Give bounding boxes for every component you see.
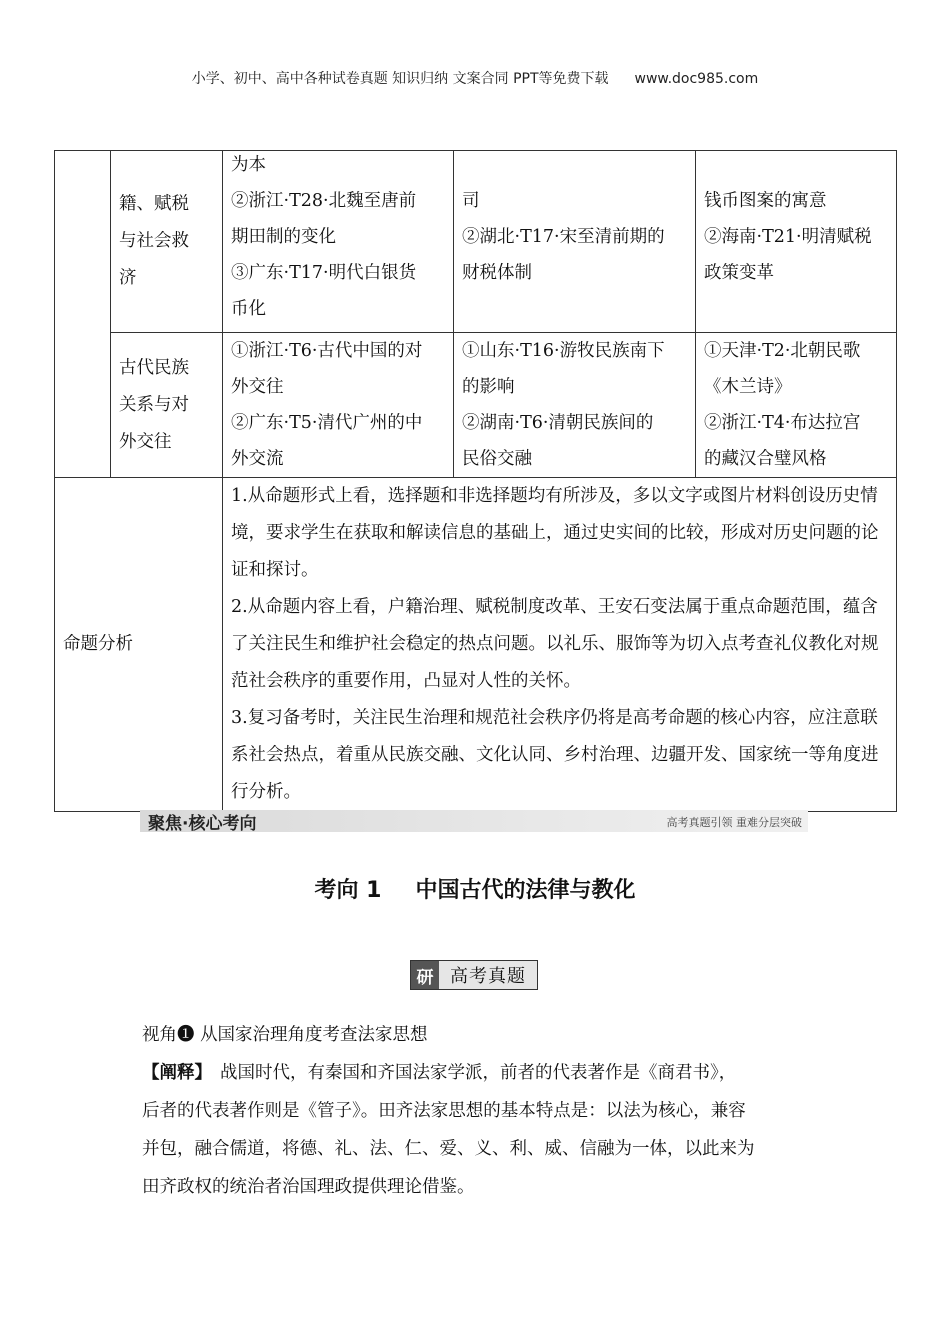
topic-cell: 古代民族 关系与对 外交往 xyxy=(111,333,223,478)
page-header xyxy=(0,68,950,88)
explanation-block xyxy=(142,1016,822,1206)
analysis-label-cell: 命题分析 xyxy=(55,478,223,812)
year-col-2-cell: 司 ②湖北·T17·宋至清前期的 财税体制 xyxy=(454,151,696,333)
section-title: 中国古代的法律与教化 xyxy=(415,878,636,903)
year-col-2-cell: ①山东·T16·游牧民族南下 的影响 ②湖南·T6·清朝民族间的 民俗交融 xyxy=(454,333,696,478)
explanation-label: 【阐释】 xyxy=(142,1063,212,1083)
explanation-line: 并包，融合儒道，将德、礼、法、仁、爱、义、利、威、信融为一体，以此来为 xyxy=(142,1139,755,1159)
explanation-line: 后者的代表著作则是《管子》。田齐法家思想的基本特点是：以法为核心，兼容 xyxy=(142,1101,746,1121)
banner-subtitle: 高考真题引领 重难分层突破 xyxy=(666,816,802,829)
perspective-subtitle: 视角❶ 从国家治理角度考查法家思想 xyxy=(142,1025,428,1045)
banner-title: 聚焦·核心考向 xyxy=(148,814,257,834)
exam-analysis-table xyxy=(54,150,897,812)
topic-cell: 籍、赋税 与社会救 济 xyxy=(111,151,223,333)
explanation-line: 田齐政权的统治者治国理政提供理论借鉴。 xyxy=(142,1177,475,1197)
section-heading xyxy=(0,873,950,904)
year-col-3-cell: ①天津·T2·北朝民歌 《木兰诗》 ②浙江·T4·布达拉宫 的藏汉合璧风格 xyxy=(696,333,897,478)
table-row xyxy=(55,151,897,333)
table-row xyxy=(55,333,897,478)
analysis-paragraph-2: 2.从命题内容上看，户籍治理、赋税制度改革、王安石变法属于重点命题范围，蕴含了关注民生和维护社会稳定的热点问题。以礼乐、服饰等为切入点考查礼仪教化对规范社会秩序的重要作用，凸显对人性的关怀。 xyxy=(231,597,879,691)
analysis-paragraph-1: 1.从命题形式上看，选择题和非选择题均有所涉及，多以文字或图片材料创设历史情境，要求学生在获取和解读信息的基础上，通过史实间的比较，形成对历史问题的论证和探讨。 xyxy=(231,486,879,580)
table-row xyxy=(55,478,897,812)
year-col-1-cell: ①浙江·T6·古代中国的对 外交往 ②广东·T5·清代广州的中 外交流 xyxy=(223,333,454,478)
tag-mark: 研 xyxy=(411,961,439,989)
section-number: 考向 1 xyxy=(314,878,382,903)
explanation-line: 【阐释】 战国时代，有秦国和齐国法家学派，前者的代表著作是《商君书》， xyxy=(142,1063,737,1083)
exam-tag xyxy=(410,960,538,990)
tag-word: 高考真题 xyxy=(439,961,537,989)
year-col-3-cell: 钱币图案的寓意 ②海南·T21·明清赋税 政策变革 xyxy=(696,151,897,333)
category-cell xyxy=(55,151,111,478)
section-banner xyxy=(140,810,808,832)
header-tagline: 小学、初中、高中各种试卷真题 知识归纳 文案合同 PPT等免费下载 xyxy=(191,71,609,87)
header-site-link[interactable]: www.doc985.com xyxy=(634,71,759,87)
year-col-1-cell: 为本 ②浙江·T28·北魏至唐前 期田制的变化 ③广东·T17·明代白银货 币化 xyxy=(223,151,454,333)
analysis-paragraph-3: 3.复习备考时，关注民生治理和规范社会秩序仍将是高考命题的核心内容，应注意联系社会热点，着重从民族交融、文化认同、乡村治理、边疆开发、国家统一等角度进行分析。 xyxy=(231,708,879,802)
analysis-content-cell xyxy=(223,478,897,812)
